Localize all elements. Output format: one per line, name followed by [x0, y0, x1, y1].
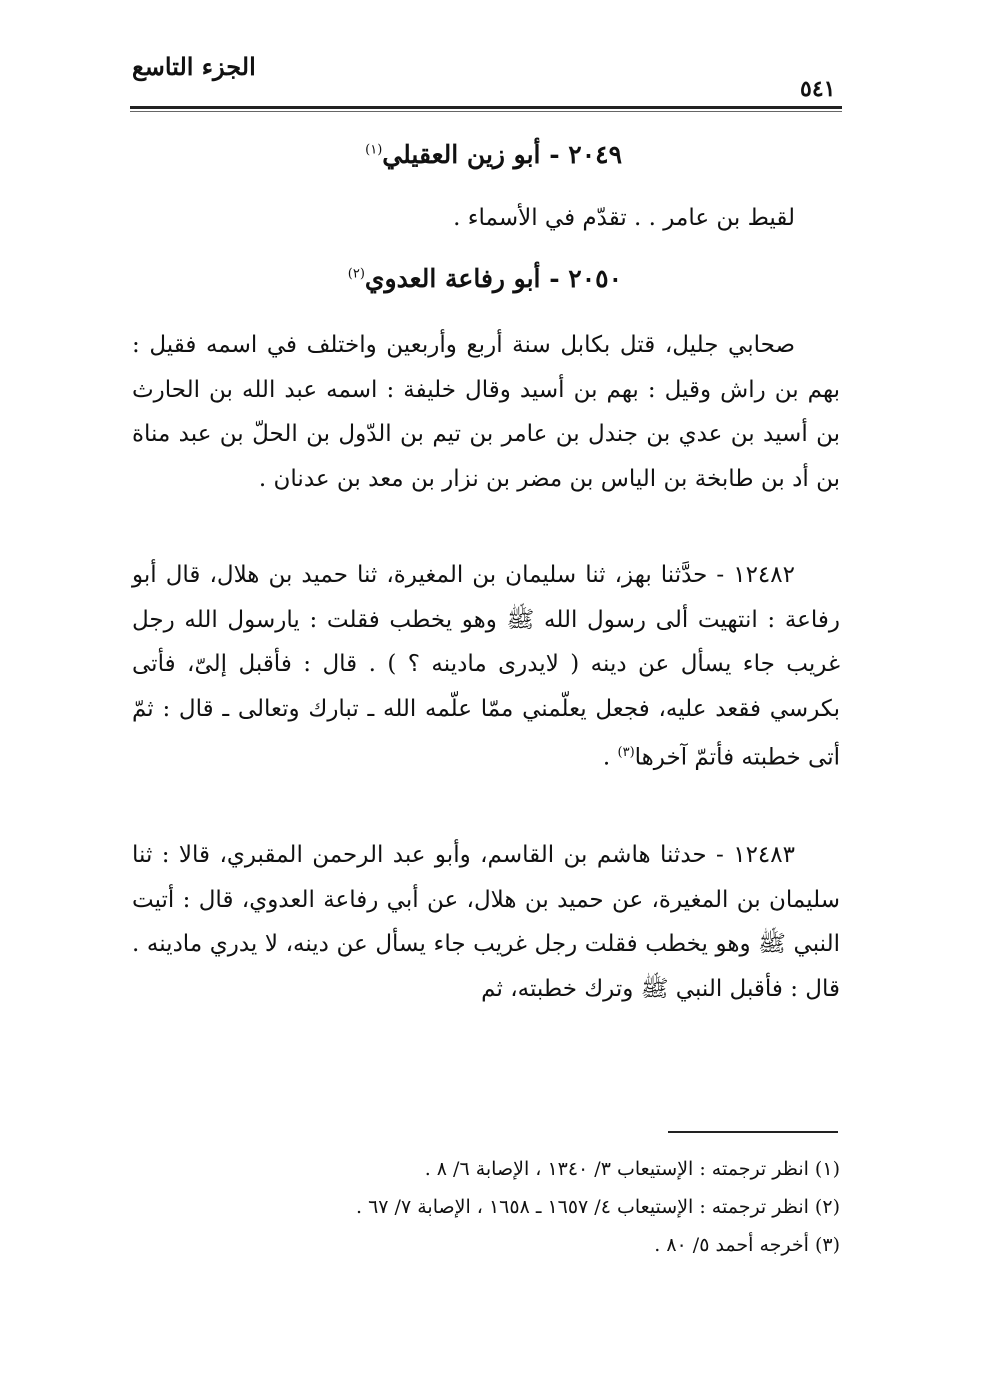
biography-paragraph: صحابي جليل، قتل بكابل سنة أربع وأربعين واختلف في اسمه فقيل : بهم بن راش وقيل : بهم بن أسيد وقال خليفة : اسمه عبد الله بن الحارث بن أسيد بن عدي بن جندل بن عامر بن تيم بن الدّول بن الحلّ بن عبد مناة بن أد بن طابخة بن الياس بن مضر بن نزار بن معد بن عدنان .	[132, 332, 840, 492]
running-title: الجزء التاسع	[132, 52, 256, 81]
hadith-12482	[132, 553, 840, 780]
entry-paragraph: لقيط بن عامر . . تقدّم في الأسماء .	[453, 205, 795, 231]
entry-text-2049	[132, 196, 840, 241]
footnote-separator	[668, 1131, 838, 1133]
hadith-tail: .	[602, 744, 618, 771]
entry-paragraph-2050	[132, 323, 840, 501]
footnote-ref: (٢)	[347, 266, 365, 282]
hadith-12483	[132, 833, 840, 1011]
hadith-paragraph	[132, 553, 840, 780]
footnote-ref: (١)	[365, 142, 383, 158]
footnote-1: (١) انظر ترجمته : الإستيعاب ٣/ ١٣٤٠ ، الإصابة ٦/ ٨ .	[424, 1158, 840, 1180]
footnotes	[132, 1150, 840, 1264]
heading-text: ٢٠٤٩ - أبو زين العقيلي	[382, 140, 622, 169]
hadith-text: ١٢٤٨٢ - حدَّثنا بهز، ثنا سليمان بن المغيرة، ثنا حميد بن هلال، قال أبو رفاعة : انتهيت ألى رسول الله ﷺ وهو يخطب فقلت : يارسول الله رجل غريب جاء يسأل عن دينه ( لايدرى مادينه ؟ ) . قال : فأقبل إلىّ، فأتى بكرسي فقعد عليه، فجعل يعلّمني ممّا علّمه الله ـ تبارك وتعالى ـ قال : ثمّ أتى خطبته فأتمّ آخرها	[132, 562, 840, 771]
entry-heading-2049	[132, 140, 622, 169]
header-rule	[130, 106, 842, 109]
entry-heading-2050	[132, 264, 622, 293]
footnote-ref: (٣)	[617, 745, 635, 760]
footnote-3: (٣) أخرجه أحمد ٥/ ٨٠ .	[654, 1234, 840, 1256]
hadith-paragraph: ١٢٤٨٣ - حدثنا هاشم بن القاسم، وأبو عبد الرحمن المقبري، قالا : ثنا سليمان بن المغيرة، عن حميد بن هلال، عن أبي رفاعة العدوي، قال : أتيت النبي ﷺ وهو يخطب فقلت رجل غريب جاء يسأل عن دينه، لا يدري مادينه . قال : فأقبل النبي ﷺ وترك خطبته، ثم	[132, 842, 840, 1002]
footnote-2: (٢) انظر ترجمته : الإستيعاب ٤/ ١٦٥٧ ـ ١٦٥٨ ، الإصابة ٧/ ٦٧ .	[356, 1196, 840, 1218]
heading-text: ٢٠٥٠ - أبو رفاعة العدوي	[364, 264, 622, 293]
header-rule-thin	[130, 111, 842, 112]
page-number: ٥٤١	[800, 76, 836, 102]
